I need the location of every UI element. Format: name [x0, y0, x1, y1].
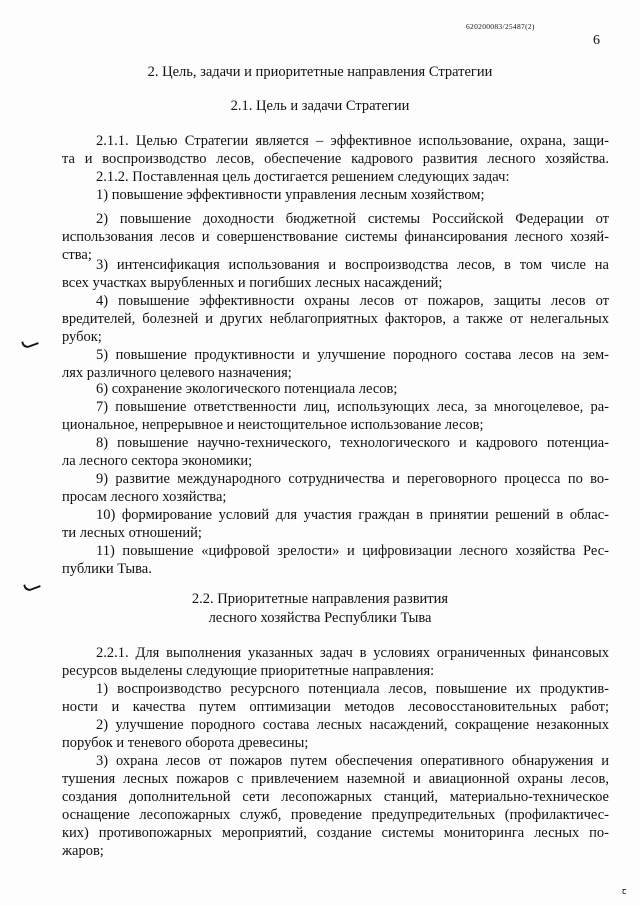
corner-mark: ꞇ	[622, 886, 627, 896]
paragraph-line: ства;	[62, 247, 92, 263]
paragraph-line: тушения лесных пожаров с привлечением наземной и авиационной охраны лесов,	[62, 771, 609, 787]
paragraph-line: циональное, непрерывное и неистощительное использование лесов;	[62, 417, 484, 433]
list-item: 9) развитие международного сотрудничества и переговорного процесса по во-	[96, 471, 609, 487]
list-item: 6) сохранение экологического потенциала лесов;	[96, 381, 398, 397]
paragraph-line: создания дополнительной сети лесопожарных станций, материально-техническое	[62, 789, 609, 805]
paragraph-line: та и воспроизводство лесов, обеспечение кадрового развития лесного хозяйства.	[62, 151, 609, 167]
list-item: 1) повышение эффективности управления лесным хозяйством;	[96, 187, 485, 203]
list-item: 2) повышение доходности бюджетной системы Российской Федерации от	[96, 211, 609, 227]
paragraph-line: использования лесов и совершенствование системы финансирования лесного хозяй-	[62, 229, 609, 245]
paragraph-line: просам лесного хозяйства;	[62, 489, 227, 505]
section-2-2-title-line-1: 2.2. Приоритетные направления развития	[191, 591, 449, 607]
paragraph-line: 2.1.2. Поставленная цель достигается решением следующих задач:	[96, 169, 510, 185]
paragraph-line: ла лесного сектора экономики;	[62, 453, 253, 469]
paragraph-line: публики Тыва.	[62, 561, 152, 577]
list-item: 8) повышение научно-технического, технологического и кадрового потенциа-	[96, 435, 609, 451]
section-2-1-title: 2.1. Цель и задачи Стратегии	[230, 98, 410, 114]
list-item: 10) формирование условий для участия граждан в принятии решений в облас-	[96, 507, 609, 523]
paragraph-line: порубок и теневого оборота древесины;	[62, 735, 309, 751]
paragraph-line: рубок;	[62, 329, 102, 345]
paragraph-line: жаров;	[62, 843, 104, 859]
document-id: 620200083/25487(2)	[466, 22, 535, 31]
list-item: 3) охрана лесов от пожаров путем обеспечения оперативного обнаружения и	[96, 753, 609, 769]
paragraph-line: всех участках вырубленных и погибших лесных насаждений;	[62, 275, 443, 291]
list-item: 4) повышение эффективности охраны лесов от пожаров, защиты лесов от	[96, 293, 609, 309]
list-item: 7) повышение ответственности лиц, использующих леса, за многоцелевое, ра-	[96, 399, 609, 415]
list-item: 3) интенсификация использования и воспроизводства лесов, в том числе на	[96, 257, 609, 273]
paragraph-line: ресурсов выделены следующие приоритетные направления:	[62, 663, 435, 679]
paragraph-line: ти лесных отношений;	[62, 525, 202, 541]
page-number: 6	[593, 33, 600, 48]
paragraph-line: ности и качества путем оптимизации методов лесовосстановительных работ;	[62, 699, 609, 715]
list-item: 1) воспроизводство ресурсного потенциала лесов, повышение их продуктив-	[96, 681, 609, 697]
list-item: 11) повышение «цифровой зрелости» и цифровизации лесного хозяйства Рес-	[96, 543, 609, 559]
paragraph-line: 2.1.1. Целью Стратегии является – эффективное использование, охрана, защи-	[96, 133, 609, 149]
paragraph-line: оснащение лесопожарных служб, проведение предупредительных (профилактичес-	[62, 807, 609, 823]
paragraph-line: 2.2.1. Для выполнения указанных задач в условиях ограниченных финансовых	[96, 645, 609, 661]
list-item: 5) повышение продуктивности и улучшение породного состава лесов на зем-	[96, 347, 609, 363]
section-2-2-title-line-2: лесного хозяйства Республики Тыва	[208, 610, 432, 626]
paragraph-line: лях различного целевого назначения;	[62, 365, 292, 381]
list-item: 2) улучшение породного состава лесных насаждений, сокращение незаконных	[96, 717, 609, 733]
margin-tick-mark	[21, 337, 39, 350]
section-2-title: 2. Цель, задачи и приоритетные направления Стратегии	[147, 64, 493, 80]
paragraph-line: ких) противопожарных мероприятий, создание системы мониторинга лесных по-	[62, 825, 609, 841]
paragraph-line: вредителей, болезней и других неблагоприятных факторов, а также от нелегальных	[62, 311, 609, 327]
